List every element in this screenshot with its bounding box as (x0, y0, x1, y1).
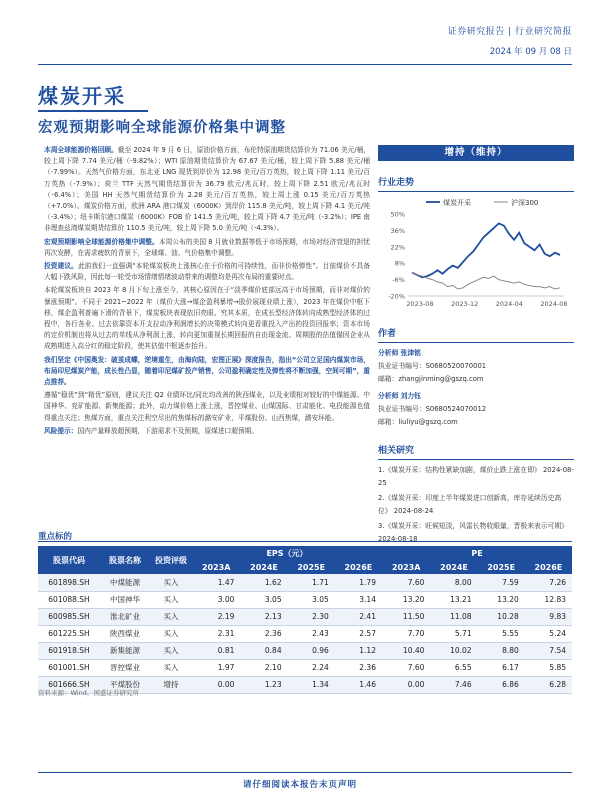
pe-cell: 5.24 (525, 625, 572, 642)
pe-cell: 7.60 (382, 574, 430, 591)
y-tick-label: -6% (392, 276, 405, 285)
year-header-pe: 2023A (382, 560, 430, 574)
stock-code-cell: 601898.SH (38, 574, 100, 591)
stock-name-cell: 新集能源 (100, 642, 150, 659)
rating-cell: 买入 (150, 591, 192, 608)
table-label-divider (38, 541, 572, 542)
paragraph-text: 本轮煤炭板块自 2023 年 8 月下旬上涨至今，其核心原因在于“淡季煤价底部远高于市场预期，而非对煤价的暴涨预期”。不同于 2021~2022 年（煤价大涨→煤企盈利暴增→股价展现业绩上涨），2023 年在煤价中枢下移，煤企盈利普遍下滑的背景下，煤炭板块表现依旧亮眼。究其本质，在成长型经济体转向成熟型经济体的过程中，各行各业、过去依靠资本开支拉动净利润增长的决策模式转向更看重投入产出的投资回报率；资本市场的定价机制也将从过去的单线从净利润上涨，转向更加重视长期回报的自由现金流。周期股的估值锚因企业从成熟期进入高分红的稳定阶段，使其估值中枢逐步抬升。 (44, 286, 370, 351)
pe-cell: 7.60 (382, 659, 430, 676)
related-report-link[interactable] (378, 492, 574, 517)
email-label: 邮箱： (378, 375, 399, 383)
eps-cell: 3.05 (288, 591, 335, 608)
pe-cell: 8.00 (430, 574, 477, 591)
related-report-date: 2024-08-24 (393, 506, 434, 515)
paragraph-keyword: 宏观预期影响全球能源价格集中调整。 (44, 237, 159, 246)
related-section-title: 相关研究 (378, 443, 574, 460)
author-role: 分析师 (378, 392, 399, 400)
trend-chart (378, 192, 574, 312)
stock-name-cell: 中煤能源 (100, 574, 150, 591)
stock-name-cell: 中国神华 (100, 591, 150, 608)
pe-cell: 5.85 (525, 659, 572, 676)
header-pe: PE (382, 546, 572, 560)
series-line (412, 223, 560, 277)
sidebar (378, 145, 574, 548)
sector-title: 煤炭开采 (38, 84, 126, 108)
stock-code-cell: 601918.SH (38, 642, 100, 659)
table-label: 重点标的 (38, 532, 73, 542)
trend-chart-svg (378, 192, 574, 312)
year-header-eps: 2025E (288, 560, 335, 574)
rating-badge: 增持（维持） (378, 145, 574, 161)
eps-cell: 0.00 (192, 676, 240, 693)
author-email[interactable]: liuliyu@gszq.com (398, 418, 458, 426)
body-paragraph (44, 426, 370, 437)
eps-cell: 2.19 (192, 608, 240, 625)
pe-cell: 6.28 (525, 676, 572, 693)
body-paragraph (44, 237, 370, 259)
eps-cell: 2.30 (288, 608, 335, 625)
eps-cell: 3.14 (335, 591, 382, 608)
y-tick-label: -20% (388, 292, 405, 301)
footer-divider (38, 772, 572, 773)
author-email[interactable]: zhangjinming@gszq.com (398, 375, 484, 383)
year-header-eps: 2023A (192, 560, 240, 574)
eps-cell: 1.62 (240, 574, 287, 591)
cert-number: S0680524070012 (425, 405, 487, 413)
report-title: 宏观预期影响全球能源价格集中调整 (38, 120, 286, 136)
table-source: 资料来源：Wind，国盛证券研究所 (38, 689, 139, 697)
eps-cell: 2.36 (335, 659, 382, 676)
pe-cell: 6.86 (478, 676, 525, 693)
body-paragraph (44, 261, 370, 283)
eps-cell: 1.46 (335, 676, 382, 693)
eps-cell: 2.10 (240, 659, 287, 676)
header-name: 股票名称 (100, 546, 150, 574)
rating-cell: 买入 (150, 625, 192, 642)
stock-name-cell: 淮北矿业 (100, 608, 150, 625)
author-name: 张津铭 (400, 349, 421, 357)
table-row (38, 591, 572, 608)
pe-cell: 10.28 (478, 608, 525, 625)
pe-cell: 7.26 (525, 574, 572, 591)
eps-cell: 0.96 (288, 642, 335, 659)
author-entry (378, 390, 574, 429)
x-tick-label: 2024-04 (495, 300, 523, 308)
pe-cell: 7.54 (525, 642, 572, 659)
pe-cell: 5.55 (478, 625, 525, 642)
eps-cell: 0.84 (240, 642, 287, 659)
report-body (44, 145, 370, 439)
eps-cell: 1.71 (288, 574, 335, 591)
email-label: 邮箱： (378, 418, 399, 426)
x-tick-label: 2024-08 (540, 300, 568, 308)
body-paragraph (44, 285, 370, 352)
stock-code-cell: 601225.SH (38, 625, 100, 642)
author-entry (378, 347, 574, 386)
cert-label: 执业证书编号： (378, 405, 426, 413)
paragraph-keyword: 本周全球能源价格回顾。 (44, 146, 118, 154)
rating-cell: 增持 (150, 676, 192, 693)
report-type: 证券研究报告 | 行业研究简报 (447, 27, 572, 37)
rating-cell: 买入 (150, 642, 192, 659)
legend-label: 煤炭开采 (443, 199, 471, 207)
stock-name-cell: 平煤股份 (100, 676, 150, 693)
y-tick-label: 8% (394, 259, 405, 268)
pe-cell: 0.00 (382, 676, 430, 693)
author-name: 刘力钰 (400, 392, 421, 400)
pe-cell: 7.46 (430, 676, 477, 693)
eps-cell: 1.97 (192, 659, 240, 676)
report-date: 2024 年 09 月 08 日 (489, 47, 572, 57)
eps-cell: 2.31 (192, 625, 240, 642)
year-header-pe: 2026E (525, 560, 572, 574)
eps-cell: 2.57 (335, 625, 382, 642)
stock-name-cell: 陕西煤业 (100, 625, 150, 642)
year-header-eps: 2026E (335, 560, 382, 574)
trend-section-title: 行业走势 (378, 175, 574, 192)
rating-cell: 买入 (150, 574, 192, 591)
pe-cell: 6.17 (478, 659, 525, 676)
year-header-eps: 2024E (240, 560, 287, 574)
pe-cell: 13.20 (478, 591, 525, 608)
x-tick-label: 2023-12 (451, 300, 479, 308)
stock-code-cell: 601001.SH (38, 659, 100, 676)
pe-cell: 7.70 (382, 625, 430, 642)
pe-cell: 10.40 (382, 642, 430, 659)
y-tick-label: 22% (390, 243, 405, 252)
author-role: 分析师 (378, 349, 399, 357)
header-eps: EPS（元） (192, 546, 382, 560)
pe-cell: 13.21 (430, 591, 477, 608)
body-paragraph (44, 145, 370, 235)
paragraph-text: 遵循“稳优”到“精优”原则，建议关注 Q2 业绩环比/同比均改善的陕西煤业，以及业绩相对较好的中煤能源、中国神华、兖矿能源、新集能源；此外，动力煤价格上涨上涨，晋控煤业、山煤国际、甘肃能化、电投能源也值得重点关注；焦煤方面，重点关注利空尽出的焦煤标的潞安矿业，平煤股份、山西焦煤，潞安环能。 (44, 391, 370, 422)
stock-code-cell: 601088.SH (38, 591, 100, 608)
eps-cell: 1.12 (335, 642, 382, 659)
header-divider (38, 64, 572, 65)
related-report-title: 2.《煤炭开采：印度上半年煤炭进口创新高，库存延续历史高位》 (378, 494, 562, 515)
related-report-link[interactable] (378, 464, 574, 489)
header-code: 股票代码 (38, 546, 100, 574)
related-report-date: 2024-08-25 (378, 466, 574, 487)
pe-cell: 11.50 (382, 608, 430, 625)
table-row (38, 608, 572, 625)
stock-code-cell: 601666.SH (38, 676, 100, 693)
paragraph-keyword: 投资建议。 (44, 262, 78, 271)
series-line (412, 273, 560, 289)
cert-label: 执业证书编号： (378, 362, 426, 370)
paragraph-keyword: 风险提示： (44, 426, 78, 435)
pe-cell: 9.83 (525, 608, 572, 625)
paragraph-text: 本周公布的美国 8 月就业数据等低于市场预期，市场对经济衰退的担忧再次发酵，在需求疲软的背景下，全球煤、油、气价格集中调整。 (44, 237, 370, 257)
sector-underline (38, 110, 148, 112)
pe-cell: 6.55 (430, 659, 477, 676)
y-tick-label: 50% (390, 210, 405, 219)
eps-cell: 2.24 (288, 659, 335, 676)
eps-cell: 2.36 (240, 625, 287, 642)
paragraph-emphasis: 我们坚定《中国奥发：破茧成蝶，逆境重生，由海向陆，宏图正展》深度报告，指出“公司立足国内煤炭市场，布局印尼煤炭产能，成长性凸显，随着印尼煤矿投产销售，公司盈利确定性及弹性将不断加强，空间可期”，重点推荐。 (44, 355, 370, 387)
authors-list (378, 347, 574, 429)
eps-cell: 2.43 (288, 625, 335, 642)
footer-disclaimer: 请仔细阅读本报告末页声明 (242, 780, 357, 790)
stocks-table-body (38, 574, 572, 693)
header-rating: 投资评级 (150, 546, 192, 574)
pe-cell: 10.02 (430, 642, 477, 659)
pe-cell: 11.08 (430, 608, 477, 625)
table-row (38, 625, 572, 642)
pe-cell: 7.59 (478, 574, 525, 591)
pe-cell: 13.20 (382, 591, 430, 608)
body-paragraph (44, 390, 370, 424)
related-report-title: 1.《煤炭开采：结构性紧缺加剧，煤价止跌上涨在即》 (378, 466, 541, 474)
eps-cell: 1.47 (192, 574, 240, 591)
cert-number: S0680520070001 (425, 362, 487, 370)
stocks-table (38, 546, 572, 694)
pe-cell: 8.80 (478, 642, 525, 659)
rating-cell: 买入 (150, 659, 192, 676)
paragraph-text: 国内产量释放超预期，下游需求不及预期，原煤进口超预期。 (77, 426, 258, 435)
x-tick-label: 2023-08 (406, 300, 434, 308)
y-tick-label: 36% (390, 226, 405, 235)
year-header-pe: 2025E (478, 560, 525, 574)
eps-cell: 2.41 (335, 608, 382, 625)
table-row (38, 659, 572, 676)
eps-cell: 1.79 (335, 574, 382, 591)
table-row (38, 642, 572, 659)
related-report-date: 2024-08-18 (378, 534, 418, 543)
authors-section-title: 作者 (378, 326, 574, 343)
eps-cell: 2.13 (240, 608, 287, 625)
stock-name-cell: 晋控煤业 (100, 659, 150, 676)
eps-cell: 3.00 (192, 591, 240, 608)
pe-cell: 5.71 (430, 625, 477, 642)
table-row (38, 574, 572, 591)
legend-label: 沪深300 (511, 199, 539, 207)
paragraph-text: 截至 2024 年 9 月 6 日，原油价格方面，布伦特原油期货结算价为 71.06 美元/桶，较上周下降 7.74 美元/桶（-9.82%）；WTI 原油期货结算价为 67.67 美元/桶，较上周下降 5.88 美元/桶（-7.99%）。天然气价格方面，东北亚 LNG 现货到岸价为 12.98 美元/百万英热，较上周下降 1.11 美元/百万英热（-7.9%）；荷兰 TTF 天然气期货结算价为 36.79 欧元/兆瓦时，较上周下降 2.51 欧元/兆瓦时（-6.4%）；美国 HH 天然气期货结算价为 2.28 美元/百万英热，较上周上涨 0.15 美元/百万英热（+7.0%）。煤炭价格方面，欧洲 ARA 港口煤炭（6000K）到岸价 115.8 美元/吨，较上周下降 4.1 美元/吨（-3.4%）；纽卡斯尔港口煤炭（6000K）FOB 价 141.5 美元/吨，较上周下降 4.7 美元/吨（-3.2%）；IPE 南非理查兹湾煤炭期货结算价 110.5 美元/吨，较上周下降 5.0 美元/吨（-4.3%）。 (44, 146, 370, 233)
eps-cell: 1.23 (240, 676, 287, 693)
body-paragraph (44, 355, 370, 389)
pe-cell: 12.83 (525, 591, 572, 608)
eps-cell: 3.05 (240, 591, 287, 608)
eps-cell: 0.81 (192, 642, 240, 659)
stock-code-cell: 600985.SH (38, 608, 100, 625)
related-list (378, 464, 574, 545)
eps-cell: 1.34 (288, 676, 335, 693)
related-report-title: 3.《煤炭开采：旺候短淡，风雷长物收眼量，晋极来表示可期》 (378, 522, 568, 530)
paragraph-text: 此前我们一直强调“本轮煤炭板块上涨核心在于价格的可持续性，而非价格弹性”。目前煤价不具备大幅下跌风险，因此每一轮受市场情绪情绪波动带来的调整均是再次布局的重要时点。 (44, 262, 370, 282)
report-header (448, 24, 572, 57)
year-header-pe: 2024E (430, 560, 477, 574)
rating-cell: 买入 (150, 608, 192, 625)
